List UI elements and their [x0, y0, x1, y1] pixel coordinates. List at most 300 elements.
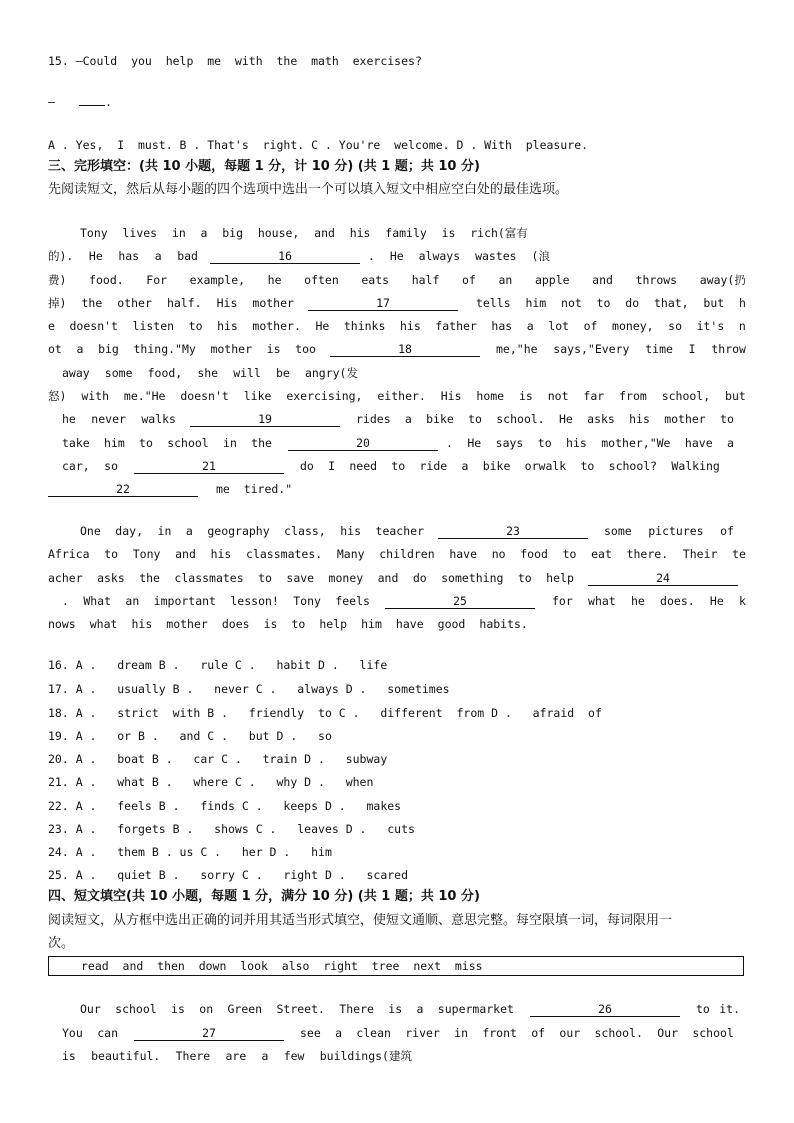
- word: he: [267, 273, 282, 287]
- word: have: [684, 436, 713, 450]
- p1-line-11b: [300, 458, 720, 474]
- word: tells: [476, 296, 511, 310]
- word: house,: [257, 226, 300, 240]
- section4-instruction-line-1: 阅读短文，从方框中选出正确的词并用其适当形式填空，使短文通顺、意思完整。每空限填一词，每词限用一: [48, 913, 673, 928]
- word: a: [185, 524, 193, 538]
- word: need: [349, 459, 378, 473]
- word: lot: [548, 319, 570, 333]
- word: few: [283, 1049, 305, 1063]
- word: something: [441, 571, 504, 585]
- option-row-23: 23. A . forgets B . shows C . leaves D . cuts: [48, 822, 415, 836]
- word: do: [625, 296, 640, 310]
- p3-line-1b: [696, 1001, 740, 1017]
- word: for: [552, 594, 573, 608]
- word: bad: [177, 249, 198, 263]
- word: buildings(建筑: [319, 1049, 412, 1063]
- section4-heading: 四、短文填空(共 10 小题，每题 1 分，满分 10 分) (共 1 题；共 10 分): [48, 889, 480, 904]
- word: his: [340, 524, 362, 538]
- word: lesson!: [230, 594, 279, 608]
- word: He: [709, 594, 724, 608]
- option-row-16: 16. A . dream B . rule C . habit D . life: [48, 658, 388, 672]
- word: him: [361, 617, 382, 631]
- word: Many: [336, 547, 365, 561]
- word: food.: [89, 273, 124, 287]
- p2-line-1b: [604, 523, 734, 539]
- word: beautiful.: [91, 1049, 161, 1063]
- word: there.: [626, 547, 669, 561]
- word: walks: [141, 412, 176, 426]
- word: father: [435, 319, 477, 333]
- word: in: [454, 1026, 469, 1040]
- word: a: [526, 319, 534, 333]
- word: on: [199, 1002, 214, 1016]
- word: Green: [227, 1002, 263, 1016]
- word: always: [418, 249, 461, 263]
- word: I: [328, 459, 336, 473]
- q15-dash: —: [48, 95, 55, 109]
- word: school.: [496, 412, 545, 426]
- word: often: [304, 273, 339, 287]
- word: half: [411, 273, 440, 287]
- word-box: [48, 956, 744, 976]
- word: habits.: [479, 617, 528, 631]
- word: His: [440, 389, 462, 403]
- word: Our: [80, 1002, 101, 1016]
- word: I: [688, 342, 696, 356]
- word: thinks: [343, 319, 386, 333]
- blank-27[interactable]: 27: [134, 1027, 284, 1041]
- word: to: [562, 547, 577, 561]
- word: and: [592, 273, 613, 287]
- p3-line-2-gap: [134, 1025, 284, 1041]
- word: Tony: [293, 594, 321, 608]
- word: day,: [115, 524, 143, 538]
- p2-line-3a: [48, 570, 574, 586]
- p1-line-6-gap: [330, 341, 480, 357]
- word: from: [619, 389, 647, 403]
- word: lives: [122, 226, 158, 240]
- p3-line-1-gap: [530, 1001, 680, 1017]
- word: do: [300, 459, 314, 473]
- blank-22[interactable]: 22: [48, 483, 198, 497]
- word: is: [62, 1049, 76, 1063]
- word: an: [498, 273, 513, 287]
- blank-20[interactable]: 20: [288, 437, 438, 451]
- word: so: [668, 319, 682, 333]
- q15-options: A . Yes, I must. B . That's right. C . You're welcome. D . With pleasure.: [48, 138, 589, 152]
- word: throw: [711, 342, 746, 356]
- blank-16[interactable]: 16: [210, 250, 360, 264]
- word: he: [630, 594, 645, 608]
- word: (浪: [531, 249, 550, 263]
- word: 怒): [48, 389, 67, 403]
- p1-line-6b: [496, 341, 746, 357]
- word: his: [399, 319, 421, 333]
- p1-line-4a: [48, 295, 294, 311]
- word: pictures: [648, 524, 704, 538]
- word: me."He: [123, 389, 166, 403]
- word: mother: [210, 342, 252, 356]
- word: him: [103, 436, 125, 450]
- word: what: [588, 594, 616, 608]
- word: k: [739, 594, 746, 608]
- p1-line-11-gap: [134, 458, 284, 474]
- word: big: [98, 342, 119, 356]
- p1-line-2-gap: [210, 248, 360, 264]
- word: she: [197, 366, 219, 380]
- word: to: [188, 319, 203, 333]
- word: He: [559, 412, 573, 426]
- blank-23[interactable]: 23: [438, 525, 588, 539]
- word: to: [291, 617, 306, 631]
- word: a: [76, 342, 84, 356]
- word: big: [222, 226, 244, 240]
- word: school,: [661, 389, 711, 403]
- word: have: [449, 547, 478, 561]
- p2-line-1-gap: [438, 523, 588, 539]
- word: wastes: [475, 249, 517, 263]
- word: eats: [361, 273, 390, 287]
- word: me,"he: [496, 342, 538, 356]
- word: What: [83, 594, 112, 608]
- word: a: [154, 249, 162, 263]
- p1-line-10b: [446, 435, 734, 451]
- word: example,: [189, 273, 246, 287]
- blank-21[interactable]: 21: [134, 460, 284, 474]
- word: school.: [594, 1026, 643, 1040]
- word: see: [300, 1026, 321, 1040]
- word: his: [131, 617, 153, 631]
- p1-line-10a: [62, 435, 272, 451]
- word: river: [405, 1026, 440, 1040]
- word: There: [339, 1002, 374, 1016]
- word: ot: [48, 342, 62, 356]
- p1-line-10-gap: [288, 435, 438, 451]
- word: to: [104, 547, 119, 561]
- p1-line-6a: [48, 341, 316, 357]
- word: front: [482, 1026, 517, 1040]
- word: nows: [48, 617, 76, 631]
- word: an: [125, 594, 140, 608]
- blank-19[interactable]: 19: [190, 413, 340, 427]
- option-row-19: 19. A . or B . and C . but D . so: [48, 729, 332, 743]
- word: He: [88, 249, 103, 263]
- word: he: [62, 412, 76, 426]
- word: There: [175, 1049, 211, 1063]
- word: his: [210, 547, 232, 561]
- word: class,: [284, 524, 326, 538]
- word: classmates: [174, 571, 244, 585]
- word: mother,"We: [601, 436, 671, 450]
- word: will: [233, 366, 261, 380]
- word: has: [118, 249, 140, 263]
- p3-line-1a: [80, 1001, 514, 1017]
- p1-line-2b: [368, 248, 550, 264]
- p1-line-1: [80, 225, 528, 241]
- word: to: [720, 412, 734, 426]
- section3-heading: 三、完形填空：(共 10 小题，每题 1 分，计 10 分) (共 1 题；共 10 分): [48, 159, 480, 174]
- word: of: [462, 273, 476, 287]
- word: throws: [635, 273, 678, 287]
- word: h: [739, 296, 746, 310]
- word: mother: [166, 617, 208, 631]
- word: asks: [587, 412, 615, 426]
- word: to: [517, 571, 532, 585]
- p1-line-3: [48, 272, 746, 288]
- word: angry(发: [304, 366, 358, 380]
- p1-line-9b: [356, 411, 734, 427]
- word: and: [377, 571, 399, 585]
- option-row-25: 25. A . quiet B . sorry C . right D . scared: [48, 868, 409, 882]
- word: is: [519, 389, 533, 403]
- word: help: [319, 617, 348, 631]
- word: He: [315, 319, 330, 333]
- word: One: [80, 524, 101, 538]
- word: n: [738, 319, 746, 333]
- word-box-words: read and then down look also right tree next miss: [81, 959, 483, 973]
- word: it's: [696, 319, 725, 333]
- word: to: [139, 436, 153, 450]
- word: family: [385, 226, 427, 240]
- blank-18[interactable]: 18: [330, 343, 480, 357]
- word: Walking: [671, 459, 720, 473]
- q15-answer-blank[interactable]: [79, 94, 105, 106]
- word: half.: [166, 296, 202, 310]
- word: does.: [660, 594, 695, 608]
- word: 掉): [48, 296, 67, 310]
- q15-period: .: [104, 95, 112, 109]
- word: a: [200, 226, 208, 240]
- q15-reply-line: [48, 94, 746, 110]
- word: and: [175, 547, 196, 561]
- p1-line-2a: [48, 248, 198, 264]
- word: Our: [657, 1026, 679, 1040]
- word: thing."My: [133, 342, 196, 356]
- q15-question: 15. —Could you help me with the math exercises?: [48, 54, 422, 68]
- p1-line-9a: [62, 411, 176, 427]
- word: a: [335, 1026, 343, 1040]
- word: too: [295, 342, 316, 356]
- word: good: [437, 617, 466, 631]
- word: in: [157, 524, 172, 538]
- word: teacher: [375, 524, 424, 538]
- p1-line-12: me tired.": [216, 482, 293, 496]
- word: bike: [482, 459, 511, 473]
- word: what: [89, 617, 118, 631]
- word: is: [388, 1002, 403, 1016]
- word: eat: [591, 547, 612, 561]
- blank-24[interactable]: 24: [588, 572, 738, 586]
- option-row-22: 22. A . feels B . finds C . keeps D . makes: [48, 799, 402, 813]
- word: either.: [377, 389, 426, 403]
- word: food: [520, 547, 548, 561]
- word: exercising,: [286, 389, 363, 403]
- word: orwalk: [524, 459, 567, 473]
- word: never: [91, 412, 126, 426]
- word: to: [696, 1002, 710, 1016]
- option-row-24: 24. A . them B . us C . her D . him: [48, 845, 332, 859]
- word: of: [720, 524, 734, 538]
- word: so: [104, 459, 118, 473]
- word: a: [404, 412, 412, 426]
- word: e: [48, 319, 55, 333]
- word: school: [167, 436, 209, 450]
- word: apple: [534, 273, 570, 287]
- word: His: [216, 296, 238, 310]
- word: do: [412, 571, 427, 585]
- p1-line-4b: [476, 295, 746, 311]
- word: in: [223, 436, 237, 450]
- word: For: [146, 273, 168, 287]
- option-row-21: 21. A . what B . where C . why D . when: [48, 775, 374, 789]
- word: help: [546, 571, 574, 585]
- word: like: [243, 389, 272, 403]
- word: geography: [207, 524, 270, 538]
- p2-line-3-gap: [588, 570, 738, 586]
- word: mother: [664, 412, 706, 426]
- p1-line-9-gap: [190, 411, 340, 427]
- word: clean: [356, 1026, 391, 1040]
- word: some: [104, 366, 133, 380]
- word: him: [525, 296, 547, 310]
- p1-line-12-gap: [48, 481, 198, 497]
- word: bike: [426, 412, 454, 426]
- word: money,: [612, 319, 654, 333]
- word: a: [261, 1049, 269, 1063]
- word: asks: [97, 571, 125, 585]
- word: Tony: [132, 547, 161, 561]
- p1-line-8: [48, 388, 746, 404]
- word: says,"Every: [553, 342, 630, 356]
- word: money: [328, 571, 364, 585]
- word: mother.: [252, 319, 301, 333]
- word: the: [139, 571, 160, 585]
- p2-line-4b: [552, 593, 746, 609]
- word: of: [531, 1026, 546, 1040]
- word: to: [468, 412, 482, 426]
- word: .: [368, 249, 375, 263]
- word: a: [416, 1002, 424, 1016]
- word: other: [117, 296, 152, 310]
- option-row-18: 18. A . strict with B . friendly to C . different from D . afraid of: [48, 706, 602, 720]
- p2-line-4-gap: [385, 593, 535, 609]
- word: some: [604, 524, 632, 538]
- blank-17[interactable]: 17: [308, 297, 458, 311]
- word: te: [732, 547, 746, 561]
- word: mother: [252, 296, 294, 310]
- p1-line-7: [62, 365, 358, 381]
- word: but: [703, 296, 725, 310]
- word: to: [258, 571, 272, 585]
- word: our: [559, 1026, 581, 1040]
- word: of: [583, 319, 598, 333]
- word: rides: [356, 412, 391, 426]
- word: save: [286, 571, 315, 585]
- p2-line-5: [48, 616, 528, 632]
- word: does: [221, 617, 250, 631]
- word: in: [171, 226, 186, 240]
- word: a: [461, 459, 469, 473]
- word: have: [395, 617, 424, 631]
- word: is: [263, 617, 278, 631]
- word: He: [467, 436, 482, 450]
- word: away: [62, 366, 90, 380]
- p1-line-4-gap: [308, 295, 458, 311]
- p2-line-1a: [80, 523, 424, 539]
- word: with: [81, 389, 110, 403]
- word: supermarket: [437, 1002, 514, 1016]
- word: a: [727, 436, 734, 450]
- word: that,: [653, 296, 689, 310]
- word: not: [547, 389, 569, 403]
- word: is: [441, 226, 456, 240]
- word: food,: [147, 366, 183, 380]
- word: says: [495, 436, 524, 450]
- word: school?: [608, 459, 658, 473]
- word: .: [446, 436, 453, 450]
- word: children: [379, 547, 435, 561]
- word: the: [251, 436, 272, 450]
- word: no: [491, 547, 506, 561]
- word: feels: [335, 594, 370, 608]
- word: is: [171, 1002, 185, 1016]
- word: time: [645, 342, 673, 356]
- word: He: [389, 249, 404, 263]
- word: is: [266, 342, 281, 356]
- word: has: [491, 319, 513, 333]
- word: doesn't: [69, 319, 118, 333]
- word: the: [81, 296, 103, 310]
- word: it.: [719, 1002, 740, 1016]
- word: away(扔: [699, 273, 746, 287]
- word: acher: [48, 571, 83, 585]
- word: listen: [132, 319, 175, 333]
- word: to: [391, 459, 406, 473]
- word: to: [537, 436, 552, 450]
- word: important: [153, 594, 216, 608]
- option-row-17: 17. A . usually B . never C . always D . sometimes: [48, 682, 450, 696]
- word: 的).: [48, 249, 74, 263]
- word: Tony: [80, 226, 108, 240]
- word: his: [349, 226, 371, 240]
- word: his: [629, 412, 650, 426]
- p3-line-2b: [300, 1025, 734, 1041]
- word: 费): [48, 273, 67, 287]
- word: are: [225, 1049, 247, 1063]
- word: but: [725, 389, 746, 403]
- p3-line-3: [62, 1048, 412, 1064]
- word: Street.: [276, 1002, 325, 1016]
- word: .: [62, 594, 69, 608]
- option-row-20: 20. A . boat B . car C . train D . subway: [48, 752, 388, 766]
- p2-line-2: [48, 546, 746, 562]
- p2-line-4a: [62, 593, 370, 609]
- word: Their: [682, 547, 718, 561]
- section4-instruction-line-2: 次。: [48, 936, 75, 951]
- word: take: [62, 436, 90, 450]
- word: You: [62, 1026, 83, 1040]
- word: rich(富有: [470, 226, 528, 240]
- blank-26[interactable]: 26: [530, 1003, 680, 1017]
- word: and: [314, 226, 335, 240]
- section3-instruction: 先阅读短文，然后从每小题的四个选项中选出一个可以填入短文中相应空白处的最佳选项。: [48, 182, 569, 197]
- blank-25[interactable]: 25: [385, 595, 535, 609]
- word: far: [583, 389, 605, 403]
- word: Africa: [48, 547, 90, 561]
- word: can: [97, 1026, 118, 1040]
- word: classmates.: [246, 547, 323, 561]
- word: to: [596, 296, 611, 310]
